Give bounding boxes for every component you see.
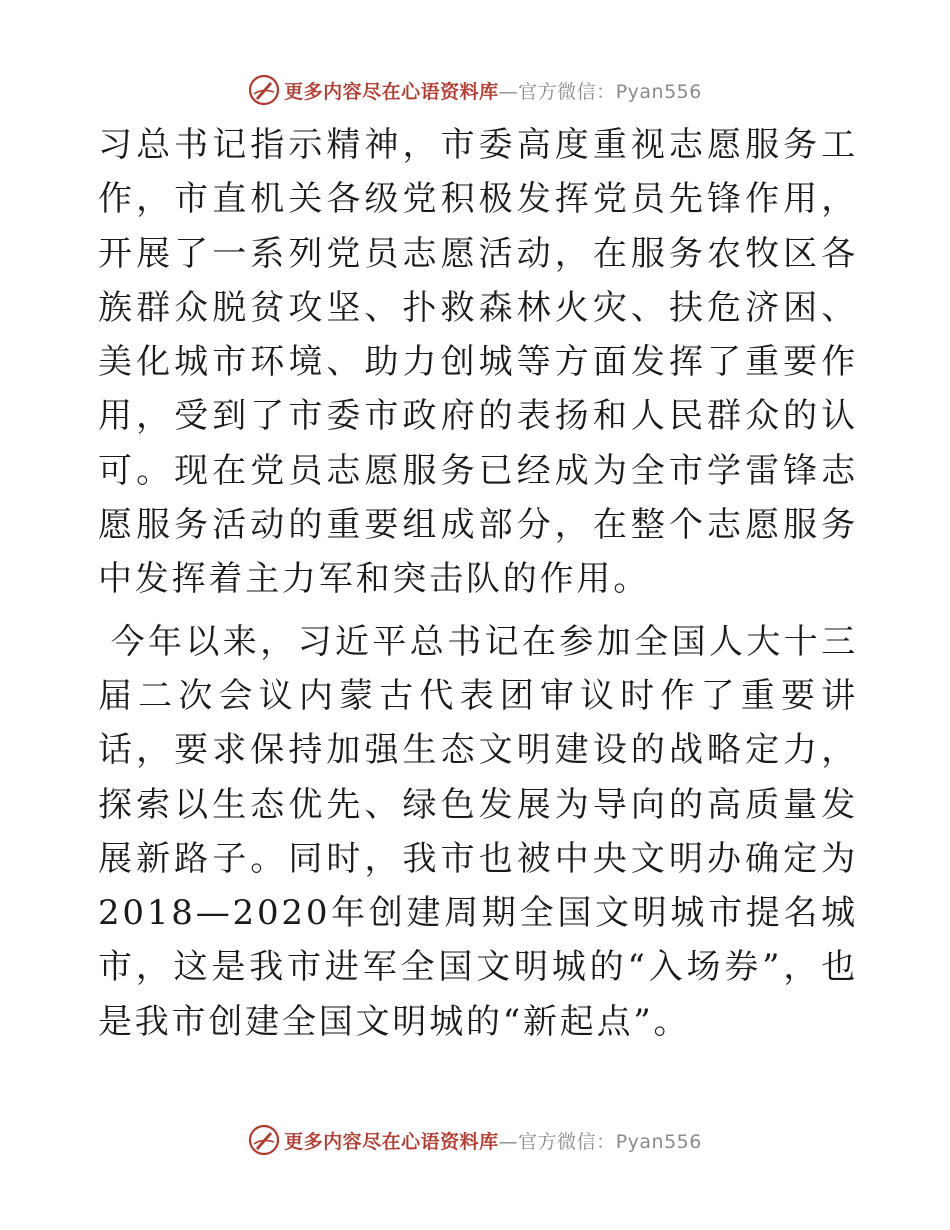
header-watermark <box>0 70 950 110</box>
quill-pen-logo-icon <box>248 74 280 106</box>
watermark-text: 更多内容尽在心语资料库—官方微信：Pyan556 <box>284 1130 702 1153</box>
paragraph-1: 习总书记指示精神，市委高度重视志愿服务工作，市直机关各级党积极发挥党员先锋作用，开展了一系列党员志愿活动，在服务农牧区各族群众脱贫攻坚、扑救森林火灾、扶危济困、美化城市环境、助力创城等方面发挥了重要作用，受到了市委市政府的表扬和人民群众的认可。现在党员志愿服务已经成为全市学雷锋志愿服务活动的重要组成部分，在整个志愿服务中发挥着主力军和突击队的作用。 <box>98 125 858 600</box>
paragraph-2 <box>98 615 858 1049</box>
watermark-text: 更多内容尽在心语资料库—官方微信：Pyan556 <box>284 80 702 103</box>
paragraph-2-text: 今年以来，习近平总书记在参加全国人大十三届二次会议内蒙古代表团审议时作了重要讲话，要求保持加强生态文明建设的战略定力，探索以生态优先、绿色发展为导向的高质量发展新路子。同时，我市也被中央文明办确定为2018—2020年创建周期全国文明城市提名城市，这是我市进军全国文明城的“入场券”，也是我市创建全国文明城的“新起点”。 <box>98 621 858 1042</box>
document-body <box>98 118 858 1049</box>
quill-pen-logo-icon <box>248 1124 280 1156</box>
footer-watermark <box>0 1120 950 1160</box>
